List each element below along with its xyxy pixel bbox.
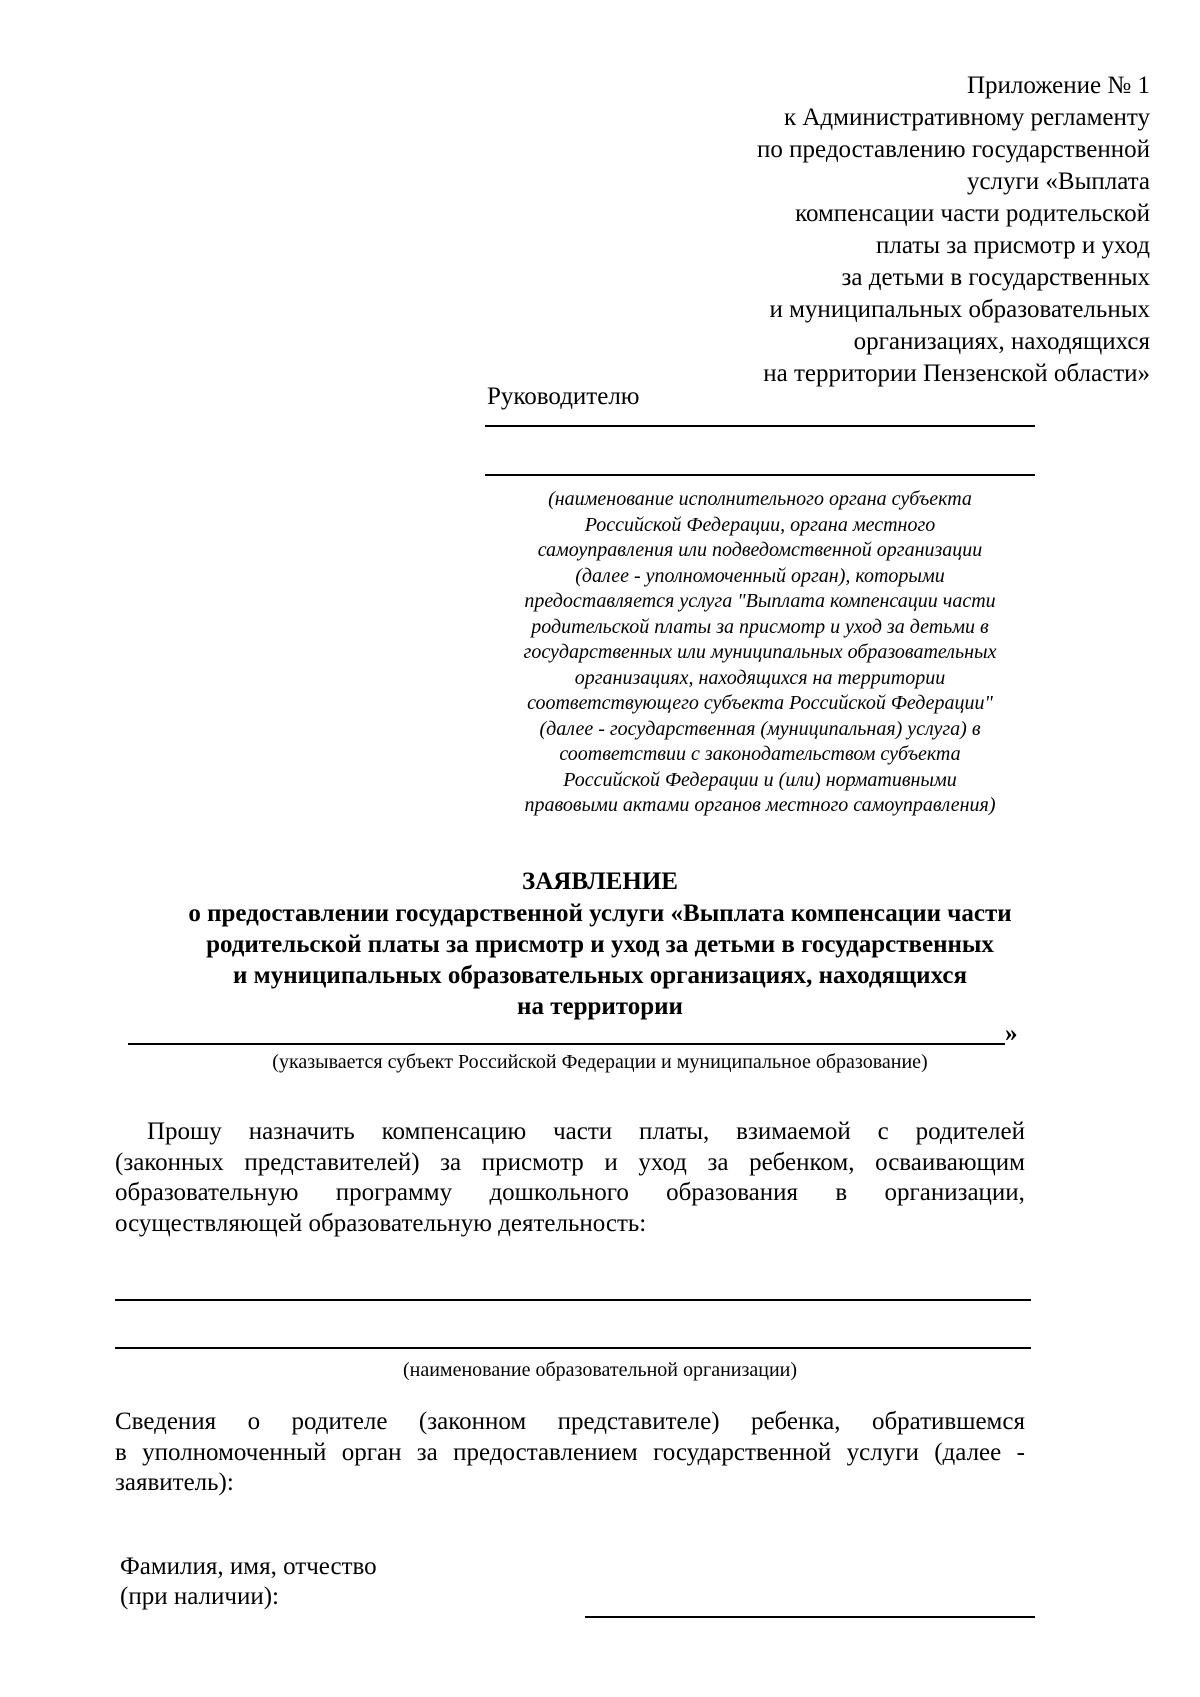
word: (законных [115, 1148, 224, 1176]
word: организации, [884, 1179, 1025, 1206]
word: государственной [653, 1438, 832, 1466]
appendix-line: за детьми в государственных [841, 264, 1150, 291]
appendix-line: Приложение № 1 [966, 72, 1150, 99]
word: о [247, 1408, 261, 1435]
title-line: родительской платы за присмотр и уход за детьми в государственных [206, 931, 994, 958]
organization-name-note: (наименование образовательной организации) [402, 1359, 798, 1381]
appendix-line: по предоставлению государственной [757, 136, 1150, 163]
appendix-line: организациях, находящихся [853, 328, 1150, 355]
full-name-line[interactable] [585, 1616, 1035, 1618]
title-line: о предоставлении государственной услуги «Выплата компенсации части [188, 900, 1012, 927]
word: части [553, 1118, 613, 1145]
word: представителе) [557, 1408, 720, 1435]
territory-note: (указывается субъект Российской Федерации и муниципальное образование) [272, 1051, 928, 1073]
appendix-line: услуги «Выплата [966, 168, 1150, 195]
organ-note-line: (далее - государственная (муниципальная) услуга) в [539, 717, 981, 740]
word: - [1016, 1438, 1025, 1466]
word: программу [335, 1179, 453, 1206]
appendix-line: к Административному регламенту [783, 104, 1150, 131]
organ-note-line: (наименование исполнительного органа субъекта [548, 488, 972, 510]
word: осваивающим [875, 1148, 1025, 1176]
organ-note-line: Российской Федерации, органа местного [584, 513, 936, 536]
request-line [115, 1178, 1025, 1209]
territory-line[interactable] [128, 1043, 1005, 1045]
word: взимаемой [736, 1118, 851, 1145]
word: и [604, 1148, 618, 1176]
request-paragraph [115, 1117, 1025, 1239]
word: (далее [934, 1438, 1002, 1466]
word: уход [638, 1148, 687, 1176]
appendix-line: платы за присмотр и уход [876, 232, 1150, 259]
request-line: осуществляющей образовательную деятельность: [115, 1209, 647, 1237]
word: за [416, 1438, 438, 1466]
closing-quote: » [1005, 1020, 1018, 1047]
word: назначить [248, 1118, 355, 1145]
organ-note-line: (далее - уполномоченный орган), которыми [575, 564, 945, 587]
organ-note-line: правовыми актами органов местного самоуправления) [524, 794, 996, 816]
applicant-info-paragraph [115, 1407, 1025, 1499]
request-line [115, 1148, 1025, 1179]
word: родителей [915, 1118, 1025, 1145]
organ-note-line: организациях, находящихся на территории [574, 666, 946, 689]
word: за [440, 1148, 462, 1176]
word: образования [666, 1179, 799, 1206]
organ-note-line: родительской платы за присмотр и уход за детьми в [531, 615, 989, 638]
title-line: и муниципальных образовательных организациях, находящихся [233, 962, 967, 989]
word: услуги [846, 1438, 919, 1466]
appendix-line: и муниципальных образовательных [769, 296, 1150, 323]
organization-line-1[interactable] [115, 1299, 1031, 1301]
word: Сведения [115, 1408, 217, 1435]
applicant-info-line [115, 1407, 1025, 1438]
word: за [707, 1148, 729, 1176]
word: образовательную [115, 1179, 299, 1206]
word: ребенка, [750, 1408, 841, 1435]
organ-note-line: государственных или муниципальных образовательных [523, 641, 997, 663]
organ-note-line: соответствии с законодательством субъекта [559, 743, 961, 765]
addressee-line-2[interactable] [485, 474, 1035, 476]
word: в [115, 1438, 127, 1466]
application-title [100, 866, 1100, 1022]
organ-name-note [470, 487, 1050, 819]
addressee-line-1[interactable] [485, 425, 1035, 427]
organ-note-line: самоуправления или подведомственной организации [537, 539, 983, 561]
word: предоставлением [453, 1438, 638, 1466]
full-name-label-note: (при наличии): [120, 1583, 279, 1610]
word: уполномоченный [142, 1438, 327, 1466]
appendix-header [590, 70, 1150, 390]
title-line: на территории [517, 993, 683, 1020]
word: с [877, 1118, 889, 1145]
word: обратившемся [871, 1408, 1025, 1435]
document-heading: ЗАЯВЛЕНИЕ [522, 868, 678, 895]
word: компенсацию [381, 1118, 527, 1145]
request-line [115, 1117, 1025, 1148]
word: представителей) [244, 1148, 420, 1176]
applicant-info-line: заявитель): [115, 1469, 234, 1496]
appendix-line: на территории Пензенской области» [763, 360, 1150, 387]
word: ребенком, [749, 1148, 855, 1176]
word: платы, [639, 1118, 710, 1145]
organ-note-line: предоставляется услуга "Выплата компенсации части [524, 590, 996, 612]
addressee-label: Руководителю [487, 383, 640, 410]
word: родителе [291, 1408, 388, 1435]
organization-line-2[interactable] [115, 1347, 1031, 1349]
word: в [835, 1179, 848, 1206]
word: присмотр [481, 1148, 584, 1176]
word: Прошу [147, 1118, 222, 1145]
word: (законном [418, 1408, 527, 1435]
applicant-info-line [115, 1438, 1025, 1469]
organ-note-line: соответствующего субъекта Российской Федерации" [527, 692, 993, 714]
organ-note-line: Российской Федерации и (или) нормативными [563, 768, 957, 791]
word: дошкольного [489, 1179, 629, 1206]
word: орган [341, 1438, 402, 1466]
full-name-label: Фамилия, имя, отчество [120, 1553, 377, 1580]
appendix-line: компенсации части родительской [795, 200, 1150, 227]
